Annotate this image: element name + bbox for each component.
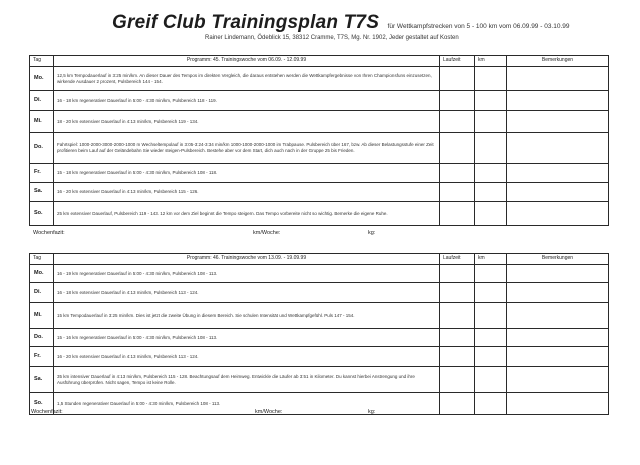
laufzeit-cell[interactable] — [440, 91, 475, 111]
km-cell[interactable] — [475, 283, 507, 303]
workout-text: 15 km Tempodauerlauf in 3:25 min/km. Dies ist jetzt die zweite Übung in diesem Bereich. Sie schulen Intensität und Wettkampfgefühl. Puls 147 - 154. — [54, 303, 440, 329]
table-row — [30, 265, 609, 283]
author-address: Rainer Lindemann, Ödeblick 15, 38312 Cramme, T7S, Mg. Nr. 1902, Jeder gestaltet auf Kosten — [205, 35, 459, 41]
day-label: Mi. — [30, 303, 54, 329]
bemerkungen-cell[interactable] — [507, 91, 609, 111]
column-bemerkungen-header: Bemerkungen — [507, 254, 609, 265]
kg-label: kg: — [368, 230, 376, 236]
workout-text: 18 - 20 km extensiver Dauerlauf in 4:13 min/km, Pulsbereich 119 - 134. — [54, 111, 440, 133]
column-tag-header: Tag — [30, 254, 54, 265]
km-cell[interactable] — [475, 367, 507, 393]
table-row — [30, 367, 609, 393]
km-cell[interactable] — [475, 347, 507, 367]
table-row — [30, 67, 609, 91]
week-46-table — [29, 253, 609, 415]
column-km-header: km — [475, 56, 507, 67]
day-label: Mo. — [30, 265, 54, 283]
wochenfazit-label: Wochenfazit: — [31, 409, 63, 415]
km-cell[interactable] — [475, 303, 507, 329]
workout-text: 1,5 Stunden regenerativer Dauerlauf in 5:00 - 4:30 min/km, Pulsbereich 108 - 113. — [54, 393, 440, 415]
km-woche-label: km/Woche: — [255, 409, 283, 415]
bemerkungen-cell[interactable] — [507, 367, 609, 393]
km-cell[interactable] — [475, 67, 507, 91]
bemerkungen-cell[interactable] — [507, 303, 609, 329]
day-label: Fr. — [30, 164, 54, 183]
table-row — [30, 283, 609, 303]
laufzeit-cell[interactable] — [440, 329, 475, 347]
column-laufzeit-header: Laufzeit — [440, 56, 475, 67]
laufzeit-cell[interactable] — [440, 303, 475, 329]
week-45-summary — [33, 230, 603, 240]
workout-text: 16 - 20 km extensiver Dauerlauf in 4:13 min/km, Pulsbereich 113 - 124. — [54, 347, 440, 367]
column-laufzeit-header: Laufzeit — [440, 254, 475, 265]
day-label: Sa. — [30, 183, 54, 202]
laufzeit-cell[interactable] — [440, 183, 475, 202]
bemerkungen-cell[interactable] — [507, 67, 609, 91]
column-km-header: km — [475, 254, 507, 265]
day-label: Mo. — [30, 67, 54, 91]
laufzeit-cell[interactable] — [440, 265, 475, 283]
bemerkungen-cell[interactable] — [507, 283, 609, 303]
laufzeit-cell[interactable] — [440, 67, 475, 91]
week-46-summary — [31, 409, 601, 419]
workout-text: 16 - 18 km regenerativer Dauerlauf in 5:00 - 4:30 min/km, Pulsbereich 118 - 119. — [54, 91, 440, 111]
workout-text: 25 km extensiver Dauerlauf, Pulsbereich 119 - 143. 12 km vor dem Ziel beginnt die Tempo steigern. Das Tempo vorbereite nicht so wichtig. Bemerke die eigene Ruhe. — [54, 202, 440, 226]
workout-text: 12,5 km Tempodauerlauf in 3:25 min/km. An dieser Dauer des Tempos im direkten Vergleich, die daraus entstehen werden die Wettkampfergebnisse von Ihren Championsfuns einzusetzen, wirkende Ausdauer 2 prozent, Pulsbereich 144 - 154. — [54, 67, 440, 91]
workout-text: 16 - 19 km regenerativer Dauerlauf in 5:00 - 4:30 min/km, Pulsbereich 108 - 113. — [54, 265, 440, 283]
page-subtitle: für Wettkampfstrecken von 5 - 100 km vom 06.09.99 - 03.10.99 — [387, 23, 570, 30]
kg-label: kg: — [368, 409, 376, 415]
bemerkungen-cell[interactable] — [507, 265, 609, 283]
week-45-table — [29, 55, 609, 226]
workout-text: 35 km intensiver Dauerlauf in 4:13 min/km, Pulsbereich 115 - 128. Beachtungsauf dem Heimweg. Entwickle die Läufer ab 3:51 in Kilometer. Du kannst hierbei Anstrengung und ihre Ausführung überprüfen. Nicht sagen, Tempo ist keine Rolle. — [54, 367, 440, 393]
table-row — [30, 347, 609, 367]
km-cell[interactable] — [475, 202, 507, 226]
day-label: So. — [30, 202, 54, 226]
bemerkungen-cell[interactable] — [507, 202, 609, 226]
laufzeit-cell[interactable] — [440, 202, 475, 226]
laufzeit-cell[interactable] — [440, 111, 475, 133]
laufzeit-cell[interactable] — [440, 133, 475, 164]
day-label: Sa. — [30, 367, 54, 393]
program-title: Programm: 46. Trainingswoche vom 13.09. - 19.09.99 — [54, 254, 440, 265]
day-label: Di. — [30, 91, 54, 111]
table-row — [30, 111, 609, 133]
bemerkungen-cell[interactable] — [507, 347, 609, 367]
table-row — [30, 303, 609, 329]
bemerkungen-cell[interactable] — [507, 164, 609, 183]
day-label: Do. — [30, 329, 54, 347]
page-title: Greif Club Trainingsplan T7S — [112, 12, 380, 33]
day-label: Fr. — [30, 347, 54, 367]
laufzeit-cell[interactable] — [440, 367, 475, 393]
table-row — [30, 91, 609, 111]
km-cell[interactable] — [475, 91, 507, 111]
column-bemerkungen-header: Bemerkungen — [507, 56, 609, 67]
table-row — [30, 329, 609, 347]
table-row — [30, 202, 609, 226]
column-tag-header: Tag — [30, 56, 54, 67]
bemerkungen-cell[interactable] — [507, 183, 609, 202]
bemerkungen-cell[interactable] — [507, 111, 609, 133]
day-label: Mi. — [30, 111, 54, 133]
km-cell[interactable] — [475, 111, 507, 133]
km-cell[interactable] — [475, 183, 507, 202]
workout-text: 16 - 20 km extensiver Dauerlauf in 4:13 min/km, Pulsbereich 115 - 126. — [54, 183, 440, 202]
table-row — [30, 183, 609, 202]
km-woche-label: km/Woche: — [253, 230, 281, 236]
wochenfazit-label: Wochenfazit: — [33, 230, 65, 236]
workout-text: 16 - 18 km extensiver Dauerlauf in 4:13 min/km, Pulsbereich 113 - 124. — [54, 283, 440, 303]
workout-text: Fahrtspiel: 1000-2000-3000-2000-1000 m Wechseltempolauf in 3:05-3:24-3:34 min/km 1000-1000-2000-1000 im Trabpause. Pulsbereich über 167, bzw. Ab dieser Belastungsstufe einer Zeit profitieren beim Lauf auf der Geländebahn Sie wieder steigen-Pulsbereich. Bestehe aber vor dem Start, dich auch nach in der Gruppe 25 bis Frieden. — [54, 133, 440, 164]
laufzeit-cell[interactable] — [440, 283, 475, 303]
table-row — [30, 133, 609, 164]
day-label: So. — [30, 393, 54, 415]
workout-text: 15 - 16 km regenerativer Dauerlauf in 5:00 - 4:30 min/km, Pulsbereich 108 - 113. — [54, 329, 440, 347]
km-cell[interactable] — [475, 329, 507, 347]
table-row — [30, 164, 609, 183]
km-cell[interactable] — [475, 133, 507, 164]
day-label: Do. — [30, 133, 54, 164]
table-header-row — [30, 56, 609, 67]
laufzeit-cell[interactable] — [440, 164, 475, 183]
bemerkungen-cell[interactable] — [507, 329, 609, 347]
table-header-row — [30, 254, 609, 265]
km-cell[interactable] — [475, 265, 507, 283]
km-cell[interactable] — [475, 164, 507, 183]
bemerkungen-cell[interactable] — [507, 133, 609, 164]
day-label: Di. — [30, 283, 54, 303]
laufzeit-cell[interactable] — [440, 347, 475, 367]
workout-text: 15 - 18 km regenerativer Dauerlauf in 5:00 - 4:30 min/km, Pulsbereich 108 - 118. — [54, 164, 440, 183]
program-title: Programm: 45. Trainingswoche vom 06.09. - 12.09.99 — [54, 56, 440, 67]
